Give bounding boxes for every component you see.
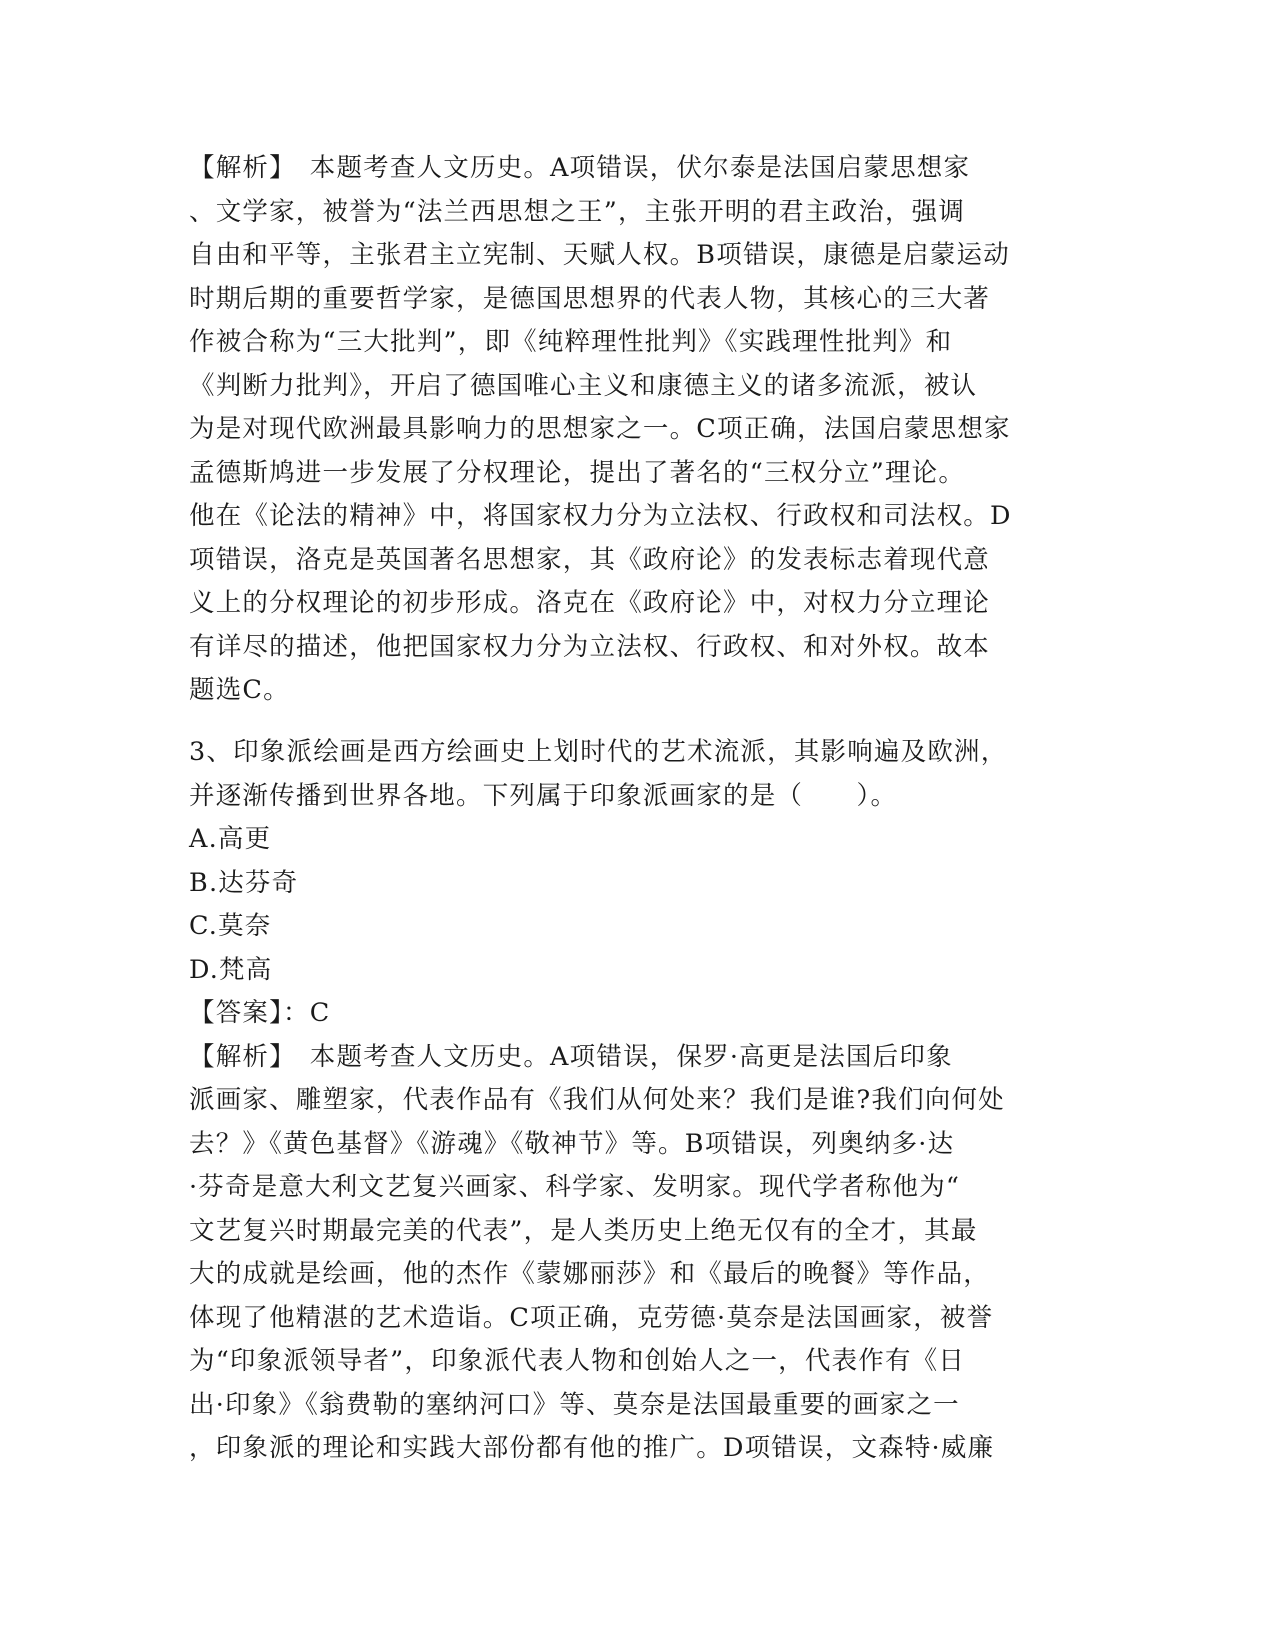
option-a: A.高更 (189, 824, 272, 854)
analysis-line: 去？》《黄色基督》《游魂》《敬神节》等。B项错误，列奥纳多·达 (189, 1128, 955, 1159)
option-c: C.莫奈 (189, 911, 272, 941)
analysis-line: ，印象派的理论和实践大部份都有他的推广。D项错误，文森特·威廉 (189, 1433, 995, 1463)
analysis-line: 时期后期的重要哲学家，是德国思想界的代表人物，其核心的三大著 (189, 283, 991, 314)
analysis-line: 《判断力批判》，开启了德国唯心主义和康德主义的诸多流派，被认 (189, 370, 978, 401)
option-b: B.达芬奇 (189, 867, 299, 898)
analysis-line: 有详尽的描述，他把国家权力分为立法权、行政权、和对外权。故本 (189, 631, 991, 662)
analysis-line: 作被合称为“三大批判”，即《纯粹理性批判》《实践理性批判》和 (189, 327, 953, 357)
analysis-line: ·芬奇是意大利文艺复兴画家、科学家、发明家。现代学者称他为“ (189, 1172, 961, 1202)
answer-line: 【答案】：C (189, 998, 331, 1028)
analysis-line: 为“印象派领导者”，印象派代表人物和创始人之一，代表作有《日 (189, 1346, 966, 1376)
analysis-q2 (189, 147, 1089, 713)
analysis-line: 文艺复兴时期最完美的代表”，是人类历史上绝无仅有的全才，其最 (189, 1215, 978, 1246)
analysis-line: 题选C。 (189, 675, 290, 705)
analysis-line: 、文学家，被誉为“法兰西思想之王”，主张开明的君主政治，强调 (189, 196, 966, 227)
analysis-line: 出·印象》《翁费勒的塞纳河口》等、莫奈是法国最重要的画家之一 (189, 1389, 960, 1420)
analysis-line: 孟德斯鸠进一步发展了分权理论，提出了著名的“三权分立”理论。 (189, 457, 966, 488)
question-stem-line: 3、印象派绘画是西方绘画史上划时代的艺术流派，其影响遍及欧洲， (189, 737, 1008, 767)
analysis-line: 他在《论法的精神》中，将国家权力分为立法权、行政权和司法权。D (189, 501, 1012, 531)
analysis-line: 体现了他精湛的艺术造诣。C项正确，克劳德·莫奈是法国画家，被誉 (189, 1302, 994, 1333)
option-d: D.梵高 (189, 954, 273, 985)
analysis-line: 派画家、雕塑家，代表作品有《我们从何处来？我们是谁?我们向何处 (189, 1085, 1005, 1115)
analysis-line: 项错误，洛克是英国著名思想家，其《政府论》的发表标志着现代意 (189, 544, 991, 575)
analysis-line: 义上的分权理论的初步形成。洛克在《政府论》中，对权力分立理论 (189, 588, 991, 618)
analysis-line: 【解析】 本题考查人文历史。A项错误，保罗·高更是法国后印象 (189, 1041, 953, 1072)
analysis-line: 自由和平等，主张君主立宪制、天赋人权。B项错误，康德是启蒙运动 (189, 240, 1010, 270)
question-3 (189, 731, 1089, 1471)
analysis-line: 为是对现代欧洲最具影响力的思想家之一。C项正确，法国启蒙思想家 (189, 414, 1011, 444)
analysis-line: 【解析】 本题考查人文历史。A项错误，伏尔泰是法国启蒙思想家 (189, 153, 971, 183)
question-stem-line: 并逐渐传播到世界各地。下列属于印象派画家的是（ ）。 (189, 780, 898, 811)
analysis-line: 大的成就是绘画，他的杰作《蒙娜丽莎》和《最后的晚餐》等作品， (189, 1259, 991, 1289)
